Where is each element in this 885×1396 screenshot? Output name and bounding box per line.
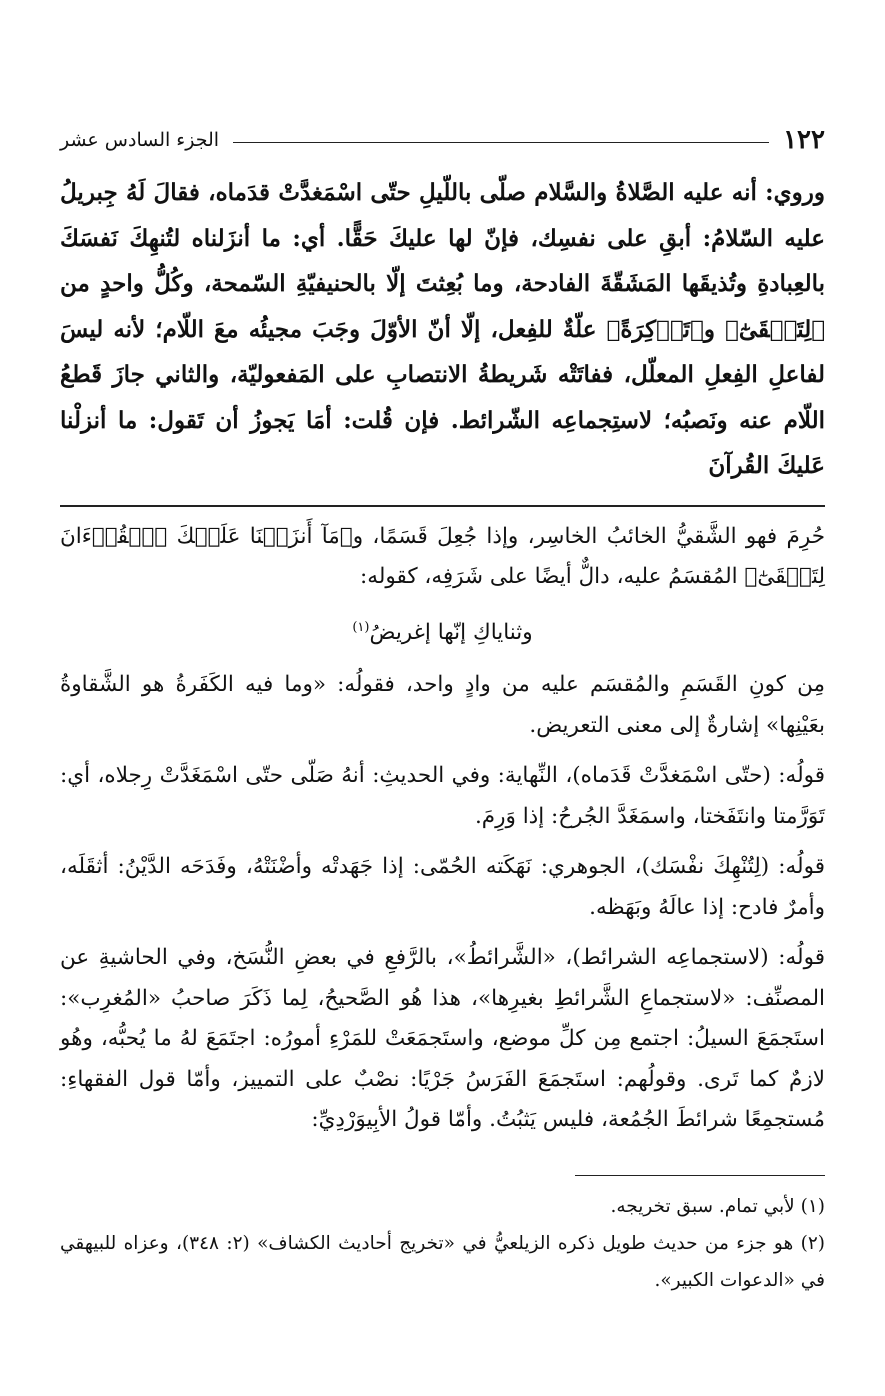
commentary-paragraph: قولُه: (لِتُنْهِكَ نفْسَك)، الجوهري: نَهَكَته الحُمّى: إذا جَهَدتْه وأضْنَتْهُ، وفَدَحَه الدَّيْنُ: أثقَلَه، وأمرٌ فادح: إذا عالَهُ وبَهَظه. — [60, 854, 825, 920]
commentary-paragraph: مِن كونِ القَسَمِ والمُقسَم عليه من وادٍ واحد، فقولُه: «وما فيه الكَفَرةُ هو الشَّقاوةُ بعَيْنِها» إشارةٌ إلى معنى التعريض. — [60, 672, 825, 738]
footnote: (٢) هو جزء من حديث طويل ذكره الزيلعيُّ في «تخريج أحاديث الكشاف» (٢: ٣٤٨)، وعزاه للبيهقي في «الدعوات الكبير». — [60, 1232, 825, 1291]
main-text: وروي: أنه عليه الصَّلاةُ والسَّلام صلّى باللّيلِ حتّى اسْمَغدَّتْ قدَماه، فقالَ لَهُ جِبريلُ عليه السّلامُ: أبقِ على نفسِك، فإنّ لها عليكَ حَقًّا. أي: ما أنزَلناه لتُنهِكَ نَفسَكَ بالعِبادةِ وتُذيقَها المَشَقّةَ الفادحة، وما بُعِثتَ إلّا بالحنيفيّةِ السّمحة، وكُلُّ واحدٍ من ﴿لِتَشۡقَىٰٓ﴾ و﴿تَذۡكِرَةً﴾ علّةٌ للفِعل، إلّا أنّ الأوّلَ وجَبَ مجيئُه معَ اللّام؛ لأنه ليسَ لفاعلِ الفِعلِ المعلّل، ففاتَتْه شَريطةُ الانتصابِ على المَفعوليّة، والثاني جازَ قَطعُ اللّام عنه ونَصبُه؛ لاستِجماعِه الشّرائط. فإن قُلت: أمَا يَجوزُ أن تَقول: ما أنزلْنا عَليكَ القُرآنَ — [60, 179, 825, 479]
header-rule — [233, 142, 769, 143]
page — [60, 120, 825, 1299]
page-number: ١٢٢ — [783, 125, 825, 155]
footnote-marker: (١) — [352, 619, 370, 635]
commentary-paragraph: حُرِمَ فهو الشَّقيُّ الخائبُ الخاسِر، وإذا جُعِلَ قَسَمًا، و﴿مَآ أَنزَلۡنَا عَلَيۡكَ ٱلۡقُرۡءَانَ لِتَشۡقَىٰٓ﴾ المُقسَمُ عليه، دالٌّ أيضًا على شَرَفِه، كقوله: — [60, 523, 825, 589]
footnote-separator — [575, 1175, 825, 1176]
commentary-paragraph: قولُه: (لاستجماعِه الشرائط)، «الشَّرائطُ»، بالرَّفعِ في بعضِ النُّسَخ، وفي الحاشيةِ عن المصنِّف: «لاستجماعِ الشَّرائطِ بغيرِها»، هذا هُو الصَّحيحُ، لِما ذَكَرَ صاحبُ «المُغرِب»: استَجمَعَ السيلُ: اجتمع مِن كلِّ موضع، واستَجمَعَتْ للمَرْءِ أمورُه: اجتَمَعَ لهُ ما يُحبُّه، وهُو لازمٌ كما تَرى. وقولُهم: استَجمَعَ الفَرَسُ جَرْيًا: نصْبٌ على التمييز، وأمّا قول الفقهاءِ: مُستجمِعًا شرائطَ الجُمُعة، فليس يَثبُتُ. وأمّا قولُ الأبِيوَرْدِيِّ: — [60, 945, 825, 1133]
part-title: الجزء السادس عشر — [60, 129, 220, 151]
verse-text: وثناياكِ إنّها إغريضُ — [369, 619, 533, 645]
verse-line — [60, 608, 825, 654]
footnote: (١) لأبي تمام. سبق تخريجه. — [610, 1195, 825, 1217]
page-header — [60, 120, 825, 160]
commentary-paragraph: قولُه: (حتّى اسْمَغدَّتْ قَدَماه)، النِّهاية: وفي الحديثِ: أنهُ صَلّى حتّى اسْمَغَدَّتْ رِجلاه، أي: تَوَرَّمتا وانتَفَختا، واسمَغَدَّ الجُرحُ: إذا وَرِمَ. — [60, 763, 825, 829]
main-commentary-separator — [60, 505, 825, 507]
